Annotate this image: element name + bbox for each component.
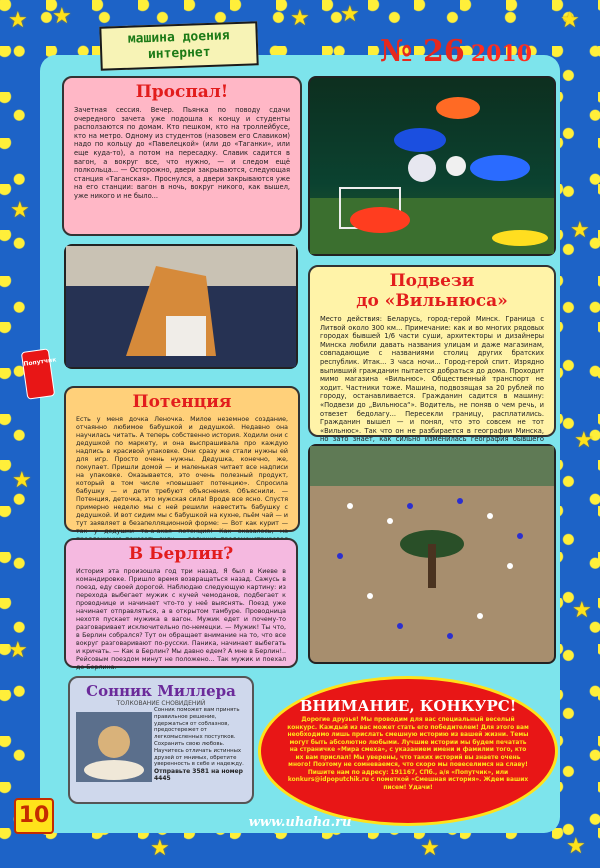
star-icon: ★ <box>8 8 28 33</box>
website-link[interactable]: www.uhaha.ru <box>248 815 352 830</box>
star-icon: ★ <box>290 6 310 31</box>
contest-announcement <box>258 676 558 826</box>
soccer-tree-photo <box>308 444 556 664</box>
couch-illustration <box>66 246 296 367</box>
ad-subtitle: ТОЛКОВАНИЕ СНОВИДЕНИЙ <box>116 700 206 707</box>
issue-label <box>380 34 532 69</box>
ad-sms: Отправьте 3581 на номер 4445 <box>154 768 243 783</box>
fish-illustration <box>310 78 554 254</box>
star-icon: ★ <box>10 198 30 223</box>
contest-text: Дорогие друзья! Мы проводим для вас специальный веселый конкурс. Каждый из вас может стать его победителем! Для этого вам необходимо лишь прислать смешную историю из вашей жизни. Темы могут быть абсолютно любыми. Лучшие истории мы будем печатать на страничке «Мира смеха», с указанием имени и фамилии того, кто их вам прислал! Мы уверены, что таких историй вы знаете очень много! Поэтому не сомневаемся, что скоро мы повеселимся на славу! Пишите нам по адресу: 191167, СПб., а/я «Попутчик», или konkurs@idpoputchik.ru с пометкой «Смешная история». Ждем ваших писем! Удачи! <box>287 717 529 791</box>
masthead-logo <box>99 21 258 70</box>
story-title-line1: Подвези <box>389 271 475 291</box>
story-potency <box>64 386 300 535</box>
couch-photo <box>64 244 298 369</box>
star-icon: ★ <box>574 428 594 453</box>
story-title-line2: до «Вильнюса» <box>356 291 508 311</box>
star-icon: ★ <box>8 638 28 663</box>
story-text: Место действия: Беларусь, город-герой Минск. Граница с Литвой около 300 км... Примечание: как и во многих рядовых городах бывшей 1/6 части суши, архитекторы и дизайнеры Минска любили давать названия улицам и даже магазинам, совпадающие с названиями столиц других братских республик. Итак... 3 часа ночи... Город-герой спит. Изрядно выпивший гражданин пытается добраться до дома. Проходит мимо магазина «Вильнюс». Общественный транспорт не ходит. Частники тоже. Машина, подвозящая за 20 рублей по городу, останавливается. Гражданин садится в машину: «Подвези до „Вильнюса“». Водитель, не поняв о чем речь, и отвезет бедолагу... Пересекли границу, расплатились. Гражданин вышел — и понял, что это совсем не тот «Вильнюс». Так что он не разбирается в географии Минска, но зато знает, как сильно изменилась география бывшего <box>320 315 544 444</box>
star-icon: ★ <box>340 2 360 27</box>
dream-book-ad <box>68 676 254 804</box>
issue-number: № 26 <box>380 34 465 69</box>
masthead-line1: машина доения <box>127 28 230 47</box>
story-prospal <box>62 76 302 236</box>
story-title: Проспал! <box>135 82 229 102</box>
fish-football-photo <box>308 76 556 256</box>
story-text: Зачетная сессия. Вечер. Пьянка по поводу сдачи очередного зачета уже подошла к концу и студенты расползаются по домам. Кто пешком, кто на троллейбусе, кто на метро. Одному из студентов (назовем его Славиком) надо по кольцу до «Павелецкой» (или до «Таганки», или еще куда-то), а потом на пересадку. Славик садится в вагон, а вокруг все, что нужно, — и следом ещё полкольца... — Осторожно, двери закрываются, следующая станция «Таганская». Проснулся, а двери закрываются уже на его станции: вагон в ночь, вокруг никого, как вышел, уже никого и не было... <box>74 106 290 200</box>
soccer-illustration <box>310 446 554 662</box>
page-number: 10 <box>14 798 54 834</box>
issue-year: 2010 <box>470 41 533 67</box>
story-vilnius <box>308 265 556 444</box>
star-icon: ★ <box>560 8 580 33</box>
star-icon: ★ <box>566 834 586 859</box>
fortune-illustration <box>76 712 152 782</box>
story-title: Потенция <box>132 392 232 412</box>
story-berlin <box>64 538 298 671</box>
star-icon: ★ <box>12 468 32 493</box>
star-icon: ★ <box>572 598 592 623</box>
ad-title: Сонник Миллера <box>86 682 236 700</box>
story-text: История эта произошла год три назад. Я был в Киеве в командировке. Пришло время возвращаться назад. Сажусь в поезд, еду своей дорогой. Наблюдаю следующую картину: из перехода выбегает мужик с кучей чемоданов, подбегает к проводнице и начинает что-то у неё выяснять. Поезд уже начинает отправляться, а в открытом тамбуре. Проводница нехотя пускает мужика в вагон. Мужик едет и почему-то разговаривает исключительно по-немецки. — Мужик! Ты что, в Берлин собрался? Тут он обращает внимание на то, что все вокруг разговаривают по-русски. Паника, начинает выбегать и кричать. — Как в Берлин? Мы давно едем? А мне в Берлин!.. Рейсовым поездом минут не положено... Так мужик и поехал до Берлина. <box>76 568 286 671</box>
masthead-line2: интернет <box>147 44 211 63</box>
star-icon: ★ <box>150 836 170 861</box>
star-icon: ★ <box>570 218 590 243</box>
poputchik-logo: Попутчик <box>21 348 55 399</box>
ad-body: Сонник поможет вам принять правильное решение, удержаться от соблазнов, предостережет от легкомысленных поступков. Сохранить свою любовь. Научитесь отличать истинных друзей от мнимых, обретите уверенность в себе и надежду. <box>154 707 244 768</box>
story-title: В Берлин? <box>128 544 234 564</box>
star-icon: ★ <box>52 4 72 29</box>
contest-title: ВНИМАНИЕ, КОНКУРС! <box>299 697 517 715</box>
story-text: Есть у меня дочка Леночка. Милое неземное создание, отчаянно любимое бабушкой и дедушкой. Недавно она научилась читать. А теперь собственно история. Ходили они с дедушкой по маркету, и она выспрашивала про каждую надпись в красивой упаковке. Они сразу же стали нужны ей для игр. Просто очень нужны. Дедушка, конечно, же, покупает. Пришли домой — и маленькая читает все надписи на упаковке. Оказывается, это очень полезный продукт, который в том числе «повышает потенцию». Спросила бабушку — и дети требуют объяснения. Объяснили. — Потенция, деточка, это мужская сила! Вроде все ясно. Спустя примерно неделю мы с ней решили навестить бабушку с дедушкой. И вот сидим мы с бабушкой на кухне, пьём чай — и тут заявляет в безапелляционной форме: — Вот как курит — так у дедушки та-а-акая потенция! Как оказалось, на <box>76 416 288 535</box>
star-icon: ★ <box>420 836 440 861</box>
